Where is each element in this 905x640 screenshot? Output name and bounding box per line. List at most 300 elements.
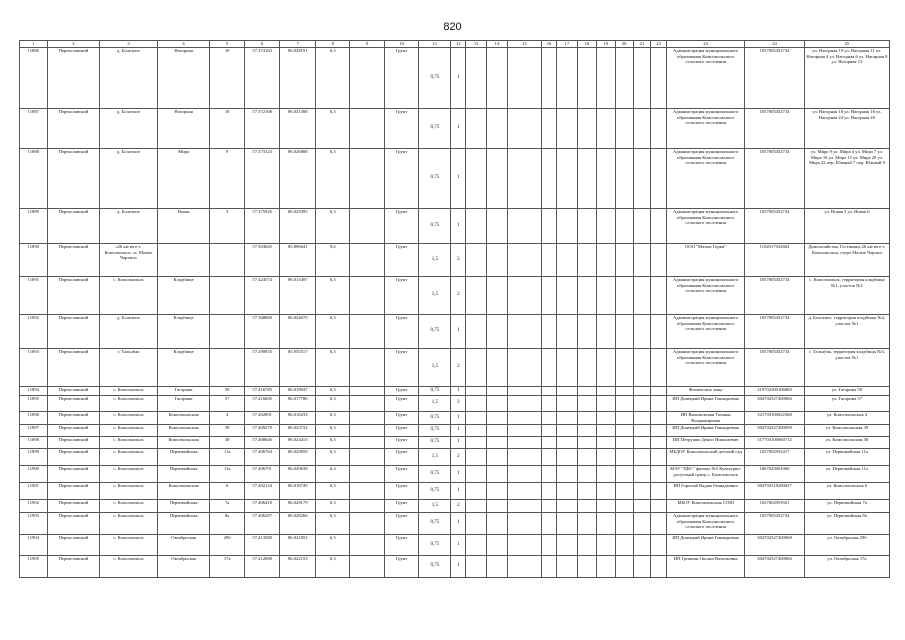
cell-col-15 [507,395,541,411]
cell-col-6: 57.402891 [244,411,280,424]
cell-col-11: 1,5 [419,348,451,386]
cell-col-22 [651,208,667,243]
cell-col-13 [466,395,487,411]
cell-col-24: 304702527200066 [745,395,805,411]
column-number: 2 [47,41,100,48]
cell-col-16 [542,436,557,448]
cell-col-16 [542,47,557,108]
cell-col-22 [651,512,667,534]
cell-col-16 [542,411,557,424]
cell-col-10: Грунт [384,276,418,314]
cell-col-21 [633,411,650,424]
cell-col-23: ИП Горелый Вадим Геннадьевич [667,482,745,499]
table-row [20,47,890,108]
cell-col-7: 86.016749 [280,482,316,499]
cell-col-3: с. Комсомольск [100,276,157,314]
cell-col-3: д. Болотное [100,108,157,148]
table-row [20,465,890,482]
cell-col-13 [466,424,487,436]
cell-col-1: 11890 [20,243,48,276]
cell-col-17 [556,47,577,108]
cell-col-21 [633,465,650,482]
cell-col-18 [577,108,597,148]
cell-col-7: 86.028266 [280,512,316,534]
table-row [20,348,890,386]
cell-col-25: ул. Октябрьская 17а [804,555,889,577]
cell-col-19 [597,395,615,411]
cell-col-8: 6,3 [316,436,350,448]
cell-col-10: Грунт [384,512,418,534]
cell-col-23: ИП Донецкий Ирина Геннадьевна [667,395,745,411]
cell-col-2: Переяславский [47,512,100,534]
cell-col-17 [556,208,577,243]
table-row [20,208,890,243]
cell-col-24: 1057005452734 [745,108,805,148]
cell-col-14 [487,512,508,534]
cell-col-22 [651,243,667,276]
cell-col-15 [507,314,541,348]
cell-col-22 [651,534,667,555]
cell-col-3: с. Комсомольск [100,499,157,512]
cell-col-20 [615,386,633,395]
cell-col-16 [542,534,557,555]
cell-col-9 [350,499,384,512]
cell-col-13 [466,314,487,348]
cell-col-13 [466,436,487,448]
cell-col-25: ул. Гагарина 57 [804,395,889,411]
cell-col-7: 86.024413 [280,436,316,448]
cell-col-18 [577,395,597,411]
cell-col-1: 11894 [20,386,48,395]
cell-col-15 [507,436,541,448]
cell-col-10: Грунт [384,395,418,411]
cell-col-5: 4 [210,411,244,424]
cell-col-16 [542,208,557,243]
cell-col-17 [556,395,577,411]
cell-col-8: 6,3 [316,512,350,534]
cell-col-10: Грунт [384,47,418,108]
cell-col-4: Комсомольская [157,482,210,499]
table-row [20,395,890,411]
cell-col-7: 86.022153 [280,555,316,577]
table-row [20,555,890,577]
cell-col-24: 1057005452734 [745,512,805,534]
cell-col-9 [350,208,384,243]
cell-col-17 [556,243,577,276]
cell-col-7: 86.013497 [280,276,316,314]
column-number: 15 [507,41,541,48]
cell-col-4: Октябрьская [157,555,210,577]
cell-col-17 [556,499,577,512]
cell-col-14 [487,108,508,148]
cell-col-23: Администрация муниципального образования Комсомольского сельского поселения [667,348,745,386]
cell-col-8: 6,3 [316,395,350,411]
cell-col-25: ул. Комсомольская 38 [804,436,889,448]
cell-col-16 [542,555,557,577]
cell-col-16 [542,108,557,148]
cell-col-21 [633,208,650,243]
cell-col-22 [651,465,667,482]
cell-col-20 [615,108,633,148]
cell-col-9 [350,314,384,348]
cell-col-20 [615,148,633,208]
cell-col-2: Переяславский [47,436,100,448]
cell-col-11: 0,75 [419,411,451,424]
cell-col-17 [556,314,577,348]
cell-col-3: с. Комсомольск [100,465,157,482]
cell-col-17 [556,276,577,314]
cell-col-23: ИП Громкин Оксана Васильевна [667,555,745,577]
cell-col-5: 57 [210,395,244,411]
cell-col-24: 1027002953921 [745,499,805,512]
cell-col-4: Комсомольская [157,424,210,436]
cell-col-8: 6,3 [316,424,350,436]
cell-col-5: 10 [210,47,244,108]
cell-col-1: 11897 [20,424,48,436]
cell-col-20 [615,436,633,448]
cell-col-5: 11а [210,448,244,465]
cell-col-17 [556,424,577,436]
cell-col-25: ул. Гагарина 59 [804,386,889,395]
cell-col-10: Грунт [384,499,418,512]
register-table [19,40,890,578]
cell-col-4: Кладбище [157,348,210,386]
cell-col-23: ИП Вильмовская Татьяна Владимировна [667,411,745,424]
cell-col-20 [615,499,633,512]
cell-col-17 [556,534,577,555]
cell-col-20 [615,424,633,436]
cell-col-24: 321703100022368 [745,411,805,424]
cell-col-25: с. Комсомольск, территория кладбища №1, участок №1 [804,276,889,314]
cell-col-18 [577,276,597,314]
cell-col-6: 57.406764 [244,448,280,465]
cell-col-3: с. Комсомольск [100,534,157,555]
cell-col-10: Грунт [384,534,418,555]
column-number: 6 [244,41,280,48]
cell-col-5: 17а [210,555,244,577]
cell-col-16 [542,314,557,348]
cell-col-9 [350,448,384,465]
cell-col-4: Нагорная [157,108,210,148]
column-number: 11 [419,41,451,48]
cell-col-4: Кладбище [157,276,210,314]
cell-col-14 [487,482,508,499]
cell-col-17 [556,108,577,148]
column-number: 19 [597,41,615,48]
cell-col-21 [633,386,650,395]
cell-col-3: с. Комсомольск [100,482,157,499]
cell-col-25: ул. Новая 5 ул. Новая 6 [804,208,889,243]
cell-col-19 [597,436,615,448]
cell-col-25: д. Болотное, территория кладбища №2, участок №1 [804,314,889,348]
cell-col-24: 1057005452734 [745,47,805,108]
cell-col-10: Грунт [384,314,418,348]
cell-col-24: 304702527200058 [745,424,805,436]
cell-col-21 [633,314,650,348]
cell-col-6: 57.406410 [244,499,280,512]
cell-col-8: 6,3 [316,348,350,386]
cell-col-18 [577,348,597,386]
cell-col-17 [556,411,577,424]
cell-col-3: д. Болотное [100,314,157,348]
column-number: 5 [210,41,244,48]
cell-col-18 [577,148,597,208]
cell-col-10: Грунт [384,108,418,148]
cell-col-8: 6,3 [316,148,350,208]
cell-col-1: 11886 [20,47,48,108]
cell-col-7: 86.029395 [280,208,316,243]
cell-col-13 [466,243,487,276]
cell-col-22 [651,555,667,577]
cell-col-3: д. Болотное [100,208,157,243]
cell-col-24: 1057005452734 [745,208,805,243]
cell-col-9 [350,348,384,386]
table-row [20,148,890,208]
cell-col-4: Октябрьская [157,534,210,555]
cell-col-9 [350,47,384,108]
cell-col-13 [466,411,487,424]
table-row [20,534,890,555]
cell-col-1: 11901 [20,482,48,499]
cell-col-15 [507,108,541,148]
cell-col-24: 304702518200027 [745,482,805,499]
cell-col-25: ул. Комсомольская 4 [804,411,889,424]
cell-col-5 [210,314,244,348]
cell-col-16 [542,395,557,411]
cell-col-24: 1057005452734 [745,276,805,314]
cell-col-10: Грунт [384,348,418,386]
cell-col-22 [651,448,667,465]
cell-col-18 [577,314,597,348]
cell-col-3: д. Болотное [100,148,157,208]
cell-col-17 [556,348,577,386]
cell-col-6: 57.402124 [244,482,280,499]
cell-col-23: Администрация муниципального образования Комсомольского сельского поселения [667,512,745,534]
cell-col-4: Нагорная [157,47,210,108]
cell-col-21 [633,243,650,276]
cell-col-25: ул. Нагорная 18 ул. Нагорная 16 ул. Нагорная 24 ул. Нагорная 28 [804,108,889,148]
cell-col-17 [556,448,577,465]
cell-col-8: 6,3 [316,47,350,108]
cell-col-18 [577,555,597,577]
cell-col-17 [556,148,577,208]
cell-col-7: 86.028191 [280,47,316,108]
cell-col-11: 0,75 [419,148,451,208]
cell-col-13 [466,482,487,499]
cell-col-15 [507,534,541,555]
cell-col-5: 7а [210,499,244,512]
cell-col-17 [556,555,577,577]
cell-col-12: 1 [451,555,466,577]
cell-col-6: 57.406701 [244,465,280,482]
cell-col-23: Физическое лицо [667,386,745,395]
cell-col-25: ул. Первомайская 8а [804,512,889,534]
column-number: 22 [651,41,667,48]
cell-col-21 [633,534,650,555]
cell-col-14 [487,499,508,512]
cell-col-23: ИП Петрушко Денис Николаевич [667,436,745,448]
cell-col-9 [350,243,384,276]
cell-col-13 [466,499,487,512]
cell-col-22 [651,499,667,512]
cell-col-21 [633,448,650,465]
cell-col-12: 1 [451,465,466,482]
cell-col-3: «20 км юго-з. Комсомольск, ст. Малые Чарташ» [100,243,157,276]
cell-col-15 [507,555,541,577]
cell-col-21 [633,499,650,512]
cell-col-16 [542,448,557,465]
cell-col-13 [466,534,487,555]
cell-col-19 [597,108,615,148]
cell-col-5 [210,348,244,386]
cell-col-3: с. Комсомольск [100,436,157,448]
cell-col-7: 86.031388 [280,108,316,148]
cell-col-24: 1102017032602 [745,243,805,276]
cell-col-3: д. Болотное [100,47,157,108]
cell-col-12: 2 [451,276,466,314]
cell-col-8: 6,3 [316,276,350,314]
column-number: 1 [20,41,48,48]
cell-col-22 [651,276,667,314]
cell-col-22 [651,47,667,108]
cell-col-2: Переяславский [47,208,100,243]
column-number: 12 [451,41,466,48]
cell-col-17 [556,512,577,534]
cell-col-14 [487,534,508,555]
cell-col-9 [350,395,384,411]
cell-col-4: Первомайская [157,499,210,512]
cell-col-14 [487,448,508,465]
cell-col-10: Грунт [384,448,418,465]
cell-col-2: Переяславский [47,276,100,314]
cell-col-18 [577,436,597,448]
cell-col-25: Домохозяйства, Гостиница 20 км юго-з. Комсомольск, озеро Малые Чарташ [804,243,889,276]
cell-col-19 [597,424,615,436]
cell-col-11: 0,75 [419,314,451,348]
cell-col-25: ул. Комсомольская 39 [804,424,889,436]
cell-col-21 [633,555,650,577]
cell-col-14 [487,395,508,411]
cell-col-1: 11902 [20,499,48,512]
cell-col-2: Переяславский [47,108,100,148]
table-row [20,108,890,148]
cell-col-12: 2 [451,395,466,411]
cell-col-19 [597,208,615,243]
cell-col-7: 86.028179 [280,499,316,512]
cell-col-8: 9,6 [316,243,350,276]
cell-col-24: 304702527200068 [745,534,805,555]
cell-col-11: 0,75 [419,386,451,395]
cell-col-3: с. Комсомольск [100,386,157,395]
cell-col-24: 317703100060712 [745,436,805,448]
page-number: 820 [443,21,462,33]
cell-col-3: с. Комсомольск [100,424,157,436]
cell-col-18 [577,448,597,465]
cell-col-13 [466,465,487,482]
cell-col-19 [597,243,615,276]
cell-col-11: 0,75 [419,512,451,534]
cell-col-21 [633,148,650,208]
cell-col-18 [577,47,597,108]
table-row [20,499,890,512]
cell-col-22 [651,436,667,448]
cell-col-12: 1 [451,436,466,448]
cell-col-15 [507,512,541,534]
cell-col-11: 0,75 [419,534,451,555]
cell-col-18 [577,534,597,555]
cell-col-1: 11888 [20,148,48,208]
cell-col-7: 86.024670 [280,314,316,348]
cell-col-3: с. Комсомольск [100,448,157,465]
cell-col-9 [350,555,384,577]
cell-col-2: Переяславский [47,482,100,499]
cell-col-11: 0,75 [419,47,451,108]
cell-col-12: 1 [451,208,466,243]
cell-col-16 [542,512,557,534]
cell-col-14 [487,208,508,243]
table-row [20,512,890,534]
cell-col-18 [577,243,597,276]
cell-col-5: 6 [210,482,244,499]
cell-col-5: 3 [210,208,244,243]
column-number: 7 [280,41,316,48]
cell-col-20 [615,243,633,276]
cell-col-20 [615,276,633,314]
cell-col-6: 57.409279 [244,424,280,436]
cell-col-15 [507,499,541,512]
cell-col-10: Грунт [384,465,418,482]
cell-col-1: 11893 [20,348,48,386]
cell-col-1: 11904 [20,534,48,555]
cell-col-23: МБОУ Комсомольская СОШ [667,499,745,512]
cell-col-20 [615,465,633,482]
cell-col-2: Переяславский [47,555,100,577]
cell-col-21 [633,276,650,314]
cell-col-23: ИП Донецкий Ирина Геннадьевна [667,534,745,555]
cell-col-15 [507,411,541,424]
cell-col-9 [350,424,384,436]
cell-col-8: 6,3 [316,208,350,243]
table-row [20,314,890,348]
cell-col-6: 57.374163 [244,47,280,108]
cell-col-6: 57.372168 [244,108,280,148]
cell-col-25: ул. Мира 9 ул. Мира 4 ул. Мира 7 ул. Мира 16 ул. Мира 15 ул. Мира 20 ул. Мира 22 пер. Южный 7 пер. Южный 9 [804,148,889,208]
cell-col-16 [542,348,557,386]
cell-col-16 [542,148,557,208]
table-row [20,386,890,395]
cell-col-17 [556,465,577,482]
column-number: 13 [466,41,487,48]
cell-col-4: Комсомольская [157,436,210,448]
cell-col-18 [577,499,597,512]
cell-col-24: 319702500106800 [745,386,805,395]
cell-col-25: ул. Комсомольская 6 [804,482,889,499]
cell-col-16 [542,424,557,436]
table-row [20,276,890,314]
column-number: 20 [615,41,633,48]
cell-col-22 [651,395,667,411]
cell-col-12: 1 [451,47,466,108]
cell-col-5: 38 [210,436,244,448]
column-number: 18 [577,41,597,48]
cell-col-18 [577,424,597,436]
cell-col-1: 11899 [20,448,48,465]
cell-col-15 [507,386,541,395]
cell-col-3: г. Тальцбак [100,348,157,386]
cell-col-10: Грунт [384,208,418,243]
cell-col-5: 18 [210,108,244,148]
cell-col-6: 57.375926 [244,208,280,243]
